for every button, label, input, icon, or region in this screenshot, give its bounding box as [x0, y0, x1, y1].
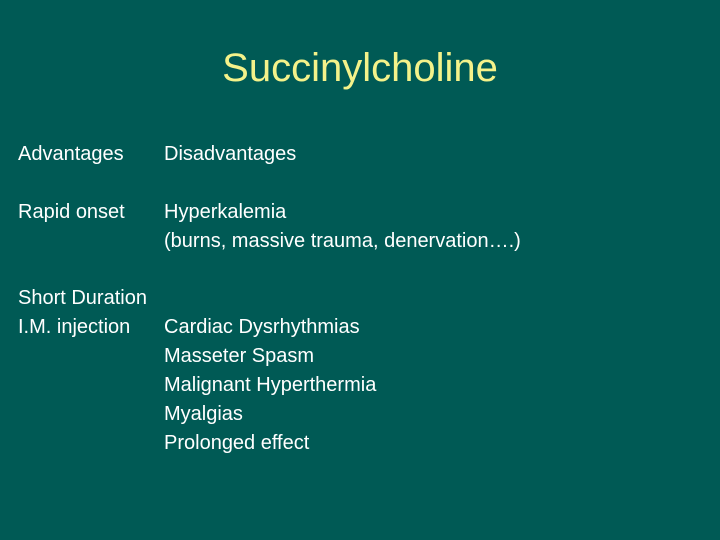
disadvantage-prolonged-effect: Prolonged effect: [164, 432, 310, 454]
disadvantages-header: Disadvantages: [164, 143, 297, 165]
advantage-short-duration: Short Duration: [18, 287, 147, 309]
advantage-rapid-onset: Rapid onset: [18, 201, 125, 223]
advantages-header: Advantages: [18, 143, 124, 165]
disadvantage-cardiac-dysrhythmias: Cardiac Dysrhythmias: [164, 316, 360, 338]
advantage-im-injection: I.M. injection: [18, 316, 131, 338]
disadvantage-hyperkalemia: Hyperkalemia: [164, 201, 287, 223]
disadvantage-masseter-spasm: Masseter Spasm: [164, 345, 315, 367]
disadvantage-myalgias: Myalgias: [164, 403, 243, 425]
disadvantage-malignant-hyperthermia: Malignant Hyperthermia: [164, 374, 377, 396]
slide-title: Succinylcholine: [222, 46, 498, 90]
disadvantage-hyperkalemia-causes: (burns, massive trauma, denervation….): [164, 230, 521, 252]
